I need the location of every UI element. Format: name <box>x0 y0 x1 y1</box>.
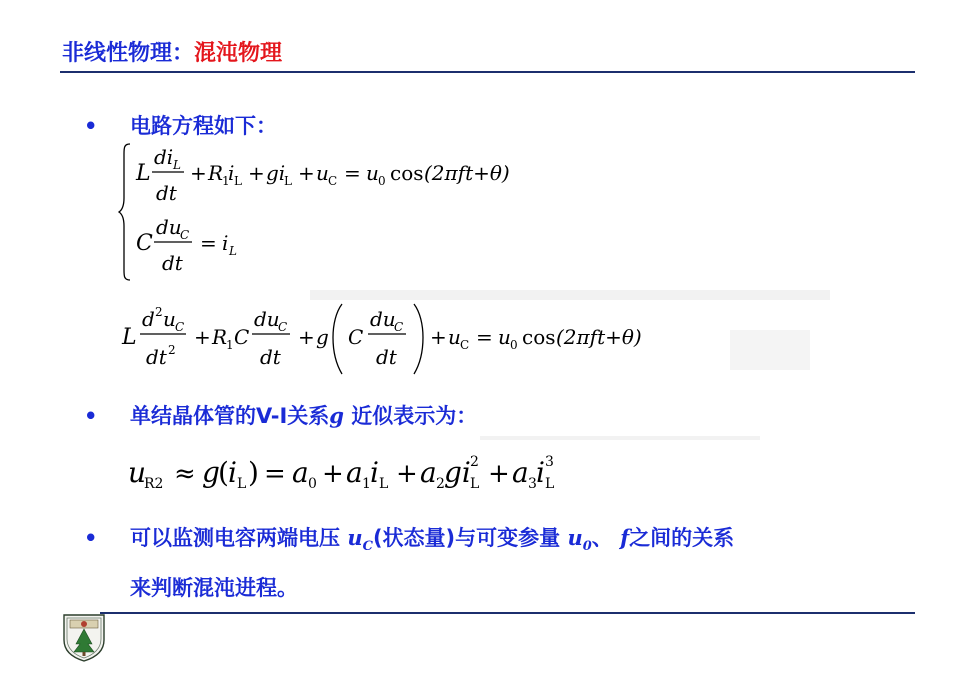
svg-text:u: u <box>498 325 511 349</box>
svg-text:g: g <box>316 325 329 349</box>
svg-text:=: = <box>200 231 217 255</box>
svg-text:d: d <box>142 307 155 331</box>
svg-text:a: a <box>292 456 309 489</box>
bullet-text: 可以监测电容两端电压 <box>130 526 340 550</box>
svg-text:C: C <box>175 320 185 334</box>
svg-text:dt: dt <box>156 181 177 205</box>
svg-text:C: C <box>328 174 338 188</box>
svg-text:L: L <box>545 476 555 492</box>
svg-text:L: L <box>122 325 137 350</box>
svg-text:du: du <box>370 307 396 331</box>
svg-text:0: 0 <box>308 476 317 492</box>
svg-text:+: + <box>298 161 315 185</box>
bullet-item <box>84 110 277 140</box>
bullet-item <box>84 522 734 554</box>
svg-text:2: 2 <box>470 454 479 470</box>
svg-text:C: C <box>348 325 364 349</box>
svg-text:=: = <box>344 161 361 185</box>
approximation-equation <box>126 440 666 502</box>
svg-text:L: L <box>237 476 247 492</box>
bullet-text: 、 <box>591 526 613 550</box>
svg-text:L: L <box>470 476 480 492</box>
svg-text:L: L <box>234 174 242 188</box>
bullet-text: 电路方程如下： <box>130 114 277 138</box>
bullet-text: 近似表示为： <box>343 404 478 428</box>
svg-text:C: C <box>394 320 404 334</box>
svg-text:2: 2 <box>168 343 176 357</box>
math-symbol: f <box>620 525 630 550</box>
svg-text:0: 0 <box>510 338 518 352</box>
svg-text:di: di <box>154 145 174 169</box>
svg-text:): ) <box>248 456 259 489</box>
svg-text:(2πft+θ): (2πft+θ) <box>556 325 642 349</box>
svg-text:+: + <box>194 325 211 349</box>
svg-text:C: C <box>180 228 190 242</box>
svg-text:dt: dt <box>260 345 281 369</box>
svg-text:gi: gi <box>266 161 286 185</box>
svg-text:u: u <box>316 161 329 185</box>
svg-text:L: L <box>229 244 237 258</box>
svg-text:dt: dt <box>162 251 183 275</box>
math-subscript: C <box>362 539 373 555</box>
svg-text:+: + <box>430 325 447 349</box>
svg-text:u: u <box>366 161 379 185</box>
bullet-dot: • <box>84 114 98 138</box>
svg-text:3: 3 <box>545 454 554 470</box>
title-prefix: 非线性物理： <box>62 41 195 66</box>
svg-text:cos: cos <box>522 325 556 349</box>
svg-text:i: i <box>228 161 235 185</box>
bullet-text: (状态量)与可变参量 <box>372 526 561 550</box>
svg-text:u: u <box>128 456 147 489</box>
svg-text:i: i <box>222 231 229 255</box>
svg-text:u: u <box>448 325 461 349</box>
svg-text:=: = <box>476 325 493 349</box>
svg-text:R: R <box>208 161 224 185</box>
svg-text:2: 2 <box>155 305 163 319</box>
bullet-dot: • <box>84 404 98 428</box>
svg-text:+: + <box>298 325 315 349</box>
svg-text:1: 1 <box>362 476 371 492</box>
svg-text:+: + <box>322 459 344 489</box>
svg-text:i: i <box>228 456 237 489</box>
svg-text:L: L <box>173 158 181 172</box>
svg-text:C: C <box>136 231 153 256</box>
svg-text:(: ( <box>218 456 229 489</box>
svg-text:+: + <box>488 459 510 489</box>
svg-text:i: i <box>536 456 545 489</box>
svg-text:+: + <box>190 161 207 185</box>
bullet-text: 单结晶体管的V-I关系 <box>130 404 330 428</box>
svg-text:=: = <box>264 459 286 489</box>
svg-text:1: 1 <box>222 174 230 188</box>
svg-text:a: a <box>512 456 529 489</box>
second-order-equation <box>118 296 758 382</box>
svg-text:C: C <box>278 320 288 334</box>
bullet-dot: • <box>84 526 98 550</box>
footer-divider <box>100 612 915 614</box>
bullet-continuation: 来判断混沌进程。 <box>130 576 298 600</box>
svg-text:≈: ≈ <box>174 459 196 489</box>
svg-text:g: g <box>202 456 220 489</box>
svg-text:du: du <box>254 307 280 331</box>
svg-text:L: L <box>379 476 389 492</box>
svg-text:3: 3 <box>528 476 537 492</box>
svg-text:a: a <box>420 456 437 489</box>
svg-text:i: i <box>370 456 379 489</box>
svg-text:0: 0 <box>378 174 386 188</box>
svg-text:1: 1 <box>226 338 234 352</box>
svg-text:cos: cos <box>390 161 424 185</box>
svg-text:du: du <box>156 215 182 239</box>
math-subscript: 0 <box>582 539 592 555</box>
title-divider <box>60 71 915 73</box>
svg-text:u: u <box>163 307 176 331</box>
university-crest-icon <box>58 612 110 662</box>
svg-text:dt: dt <box>376 345 397 369</box>
math-symbol: u <box>567 525 583 550</box>
math-symbol: g <box>329 403 344 428</box>
svg-text:gi: gi <box>444 456 471 489</box>
svg-text:R: R <box>212 325 228 349</box>
svg-text:R2: R2 <box>144 476 164 492</box>
svg-text:+: + <box>396 459 418 489</box>
svg-text:dt: dt <box>146 345 167 369</box>
svg-text:L: L <box>284 174 292 188</box>
equation-system <box>118 138 638 288</box>
svg-text:a: a <box>346 456 363 489</box>
math-symbol: u <box>347 525 363 550</box>
bullet-item <box>84 400 477 430</box>
svg-text:(2πft+θ): (2πft+θ) <box>424 161 510 185</box>
bullet-text: 之间的关系 <box>629 526 735 550</box>
svg-text:C: C <box>234 325 250 349</box>
svg-text:2: 2 <box>436 476 445 492</box>
svg-text:C: C <box>460 338 470 352</box>
page-title <box>62 36 282 67</box>
svg-text:L: L <box>136 161 151 186</box>
title-highlight: 混沌物理 <box>194 41 283 66</box>
svg-text:+: + <box>248 161 265 185</box>
